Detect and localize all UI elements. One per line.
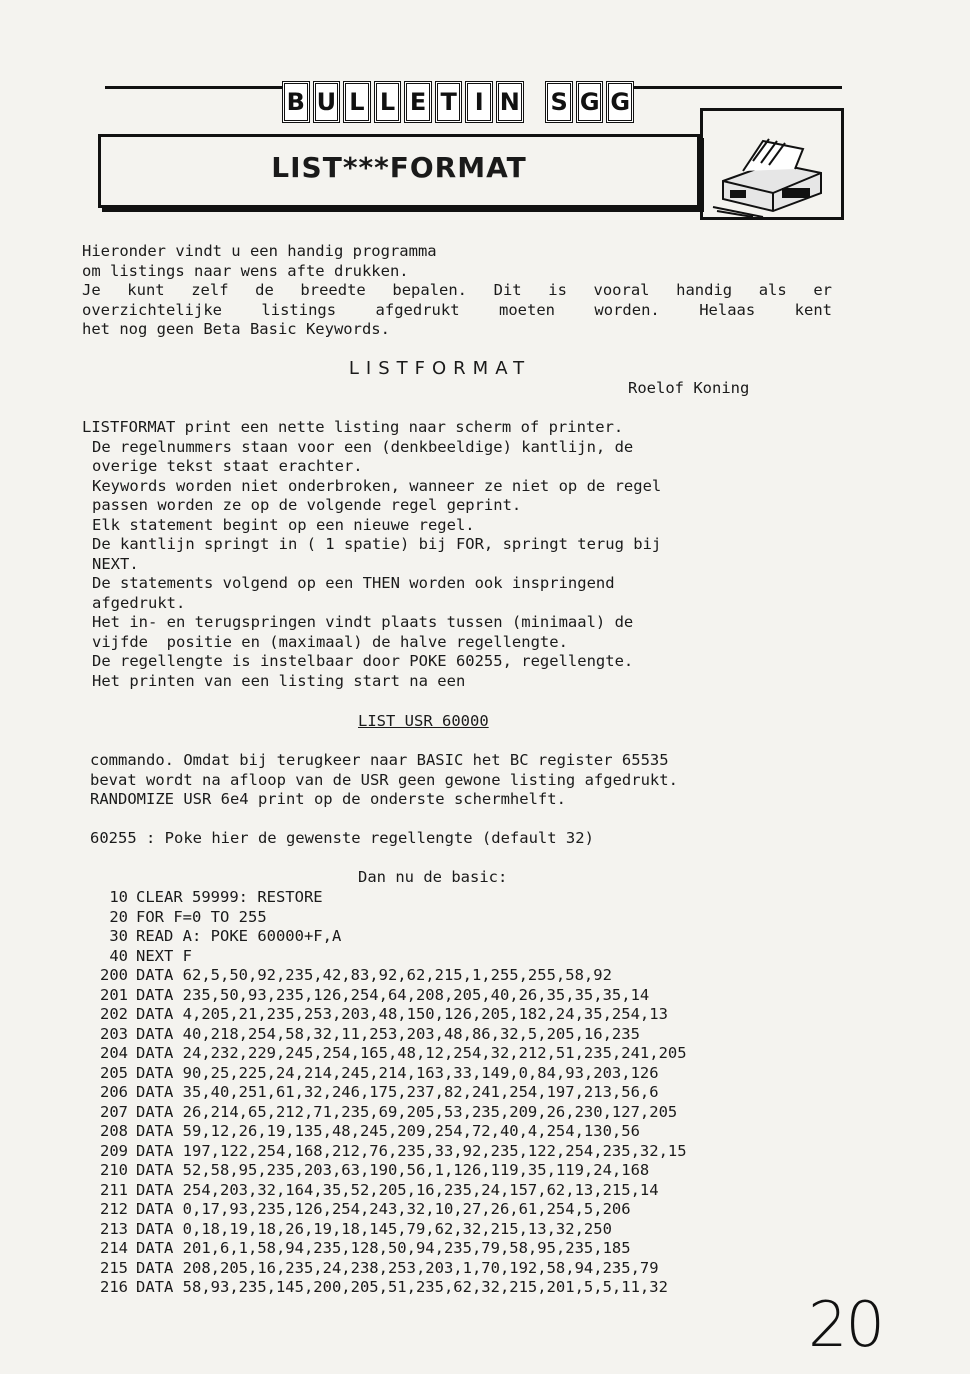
text-line: De regellengte is instelbaar door POKE 60255, regellengte. [92, 652, 634, 670]
banner-letter: L [374, 81, 402, 123]
line-number: 206 [100, 1083, 128, 1101]
header-rule-left [105, 86, 285, 89]
line-code: DATA 24,232,229,245,254,165,48,12,254,32,212,51,235,241,205 [136, 1044, 687, 1062]
listing-line [86, 1005, 687, 1025]
listing-line [86, 947, 687, 967]
article-title-frame [98, 134, 700, 208]
line-number: 40 [109, 946, 128, 965]
text-line: De regelnummers staan voor een (denkbeeldige) kantlijn, de [92, 437, 634, 456]
line-number: 216 [100, 1278, 128, 1296]
text-line: het nog geen Beta Basic Keywords. [82, 320, 390, 338]
line-code: DATA 52,58,95,235,203,63,190,56,1,126,119,35,119,24,168 [136, 1161, 650, 1179]
header-rule-right [632, 86, 842, 89]
line-code: DATA 26,214,65,212,71,235,69,205,53,235,209,26,230,127,205 [136, 1102, 678, 1121]
line-code: DATA 197,122,254,168,212,76,235,33,92,235,122,254,235,32,15 [136, 1141, 687, 1160]
text-line: Het printen van een listing start na een [92, 671, 466, 690]
line-number: 207 [100, 1102, 128, 1121]
banner-letter: L [343, 81, 371, 123]
line-code: DATA 90,25,225,24,214,245,214,163,33,149,0,84,93,203,126 [136, 1063, 659, 1082]
text-line: RANDOMIZE USR 6e4 print op de onderste schermhelft. [90, 790, 566, 808]
text-line: afgedrukt. [92, 593, 186, 612]
line-code: DATA 0,18,19,18,26,19,18,145,79,62,32,215,13,32,250 [136, 1219, 612, 1238]
article-title: LIST***FORMAT [271, 151, 527, 184]
section-title: LISTFORMAT [348, 358, 532, 379]
line-number: 202 [100, 1005, 128, 1023]
listing-line [86, 1278, 687, 1298]
text-line: Je kunt zelf de breedte bepalen. Dit is vooral handig als er [82, 281, 832, 299]
text-line: overzichtelijke listings afgedrukt moeten worden. Helaas kent [82, 300, 832, 319]
text-line: Het in- en terugspringen vindt plaats tussen (minimaal) de [92, 613, 634, 631]
author-name: Roelof Koning [628, 379, 750, 397]
text-line: De statements volgend op een THEN worden ook inspringend [92, 574, 615, 592]
bulletin-banner [282, 78, 634, 126]
listing-line [86, 1064, 687, 1084]
basic-listing [86, 888, 687, 1298]
line-code: DATA 0,17,93,235,126,254,243,32,10,27,26,61,254,5,206 [136, 1200, 631, 1218]
line-code: DATA 201,6,1,58,94,235,128,50,94,235,79,58,95,235,185 [136, 1239, 631, 1257]
line-number: 201 [100, 985, 128, 1004]
line-code: DATA 40,218,254,58,32,11,253,203,48,86,32,5,205,16,235 [136, 1024, 640, 1043]
line-number: 200 [100, 966, 128, 984]
poke-note: 60255 : Poke hier de gewenste regellengte (default 32) [90, 829, 594, 847]
line-number: 210 [100, 1161, 128, 1179]
listing-line [86, 1239, 687, 1259]
text-line: LISTFORMAT print een nette listing naar scherm of printer. [82, 418, 624, 436]
line-code: DATA 208,205,16,235,24,238,253,203,1,70,192,58,94,235,79 [136, 1258, 659, 1277]
banner-letter: U [313, 81, 341, 123]
usr-command: LIST USR 60000 [358, 712, 489, 730]
banner-letter: N [496, 81, 524, 123]
line-code: DATA 4,205,21,235,253,203,48,150,126,205,182,24,35,254,13 [136, 1005, 668, 1023]
line-number: 10 [109, 888, 128, 906]
listing-line [86, 1259, 687, 1279]
line-number: 20 [109, 907, 128, 926]
listing-line [86, 908, 687, 928]
listing-line [86, 927, 687, 947]
listing-line [86, 1161, 687, 1181]
line-number: 215 [100, 1258, 128, 1277]
banner-letter: T [435, 81, 463, 123]
listing-intro: Dan nu de basic: [358, 868, 508, 886]
listing-line [86, 986, 687, 1006]
line-number: 30 [109, 927, 128, 945]
line-number: 208 [100, 1122, 128, 1140]
listing-line [86, 888, 687, 908]
listing-line [86, 1220, 687, 1240]
listing-line [86, 1181, 687, 1201]
line-number: 203 [100, 1024, 128, 1043]
line-number: 214 [100, 1239, 128, 1257]
line-code: READ A: POKE 60000+F,A [136, 927, 342, 945]
line-code: DATA 58,93,235,145,200,205,51,235,62,32,215,201,5,5,11,32 [136, 1278, 668, 1296]
banner-letter: I [465, 81, 493, 123]
line-code: DATA 35,40,251,61,32,246,175,237,82,241,254,197,213,56,6 [136, 1083, 659, 1101]
line-code: DATA 62,5,50,92,235,42,83,92,62,215,1,255,255,58,92 [136, 966, 612, 984]
usr-explanation [90, 751, 840, 810]
text-line: commando. Omdat bij terugkeer naar BASIC het BC register 65535 [90, 751, 669, 769]
listing-line [86, 1122, 687, 1142]
line-number: 205 [100, 1063, 128, 1082]
line-code: DATA 59,12,26,19,135,48,245,209,254,72,40,4,254,130,56 [136, 1122, 640, 1140]
line-number: 209 [100, 1141, 128, 1160]
listing-line [86, 1025, 687, 1045]
printer-icon [703, 111, 841, 217]
text-line: overige tekst staat erachter. [92, 457, 363, 475]
text-line: passen worden ze op de volgende regel geprint. [92, 496, 522, 514]
listing-line [86, 966, 687, 986]
listing-line [86, 1142, 687, 1162]
line-code: DATA 254,203,32,164,35,52,205,16,235,24,157,62,13,215,14 [136, 1180, 659, 1199]
line-number: 212 [100, 1200, 128, 1218]
line-code: NEXT F [136, 946, 192, 965]
banner-letter: G [606, 81, 634, 123]
intro-paragraph [82, 242, 832, 340]
listing-line [86, 1200, 687, 1220]
banner-letter: G [576, 81, 604, 123]
listing-line [86, 1103, 687, 1123]
text-line: NEXT. [92, 554, 139, 573]
text-line: bevat wordt na afloop van de USR geen gewone listing afgedrukt. [90, 770, 678, 789]
description-paragraph [82, 418, 822, 691]
line-number: 213 [100, 1219, 128, 1238]
line-code: DATA 235,50,93,235,126,254,64,208,205,40,26,35,35,35,14 [136, 985, 650, 1004]
banner-letter: E [404, 81, 432, 123]
text-line: om listings naar wens afte drukken. [82, 261, 409, 280]
text-line: Elk statement begint op een nieuwe regel. [92, 515, 475, 534]
listing-line [86, 1044, 687, 1064]
line-number: 211 [100, 1180, 128, 1199]
text-line: Keywords worden niet onderbroken, wanneer ze niet op de regel [92, 476, 662, 495]
printer-illustration-frame [700, 108, 844, 220]
text-line: vijfde positie en (maximaal) de halve regellengte. [92, 632, 568, 651]
banner-letter: S [545, 81, 573, 123]
text-line: Hieronder vindt u een handig programma [82, 242, 437, 260]
line-code: CLEAR 59999: RESTORE [136, 888, 323, 906]
listing-line [86, 1083, 687, 1103]
banner-letter: B [282, 81, 310, 123]
page-number: 20 [808, 1288, 883, 1361]
line-code: FOR F=0 TO 255 [136, 907, 267, 926]
line-number: 204 [100, 1044, 128, 1062]
text-line: De kantlijn springt in ( 1 spatie) bij FOR, springt terug bij [92, 535, 662, 553]
